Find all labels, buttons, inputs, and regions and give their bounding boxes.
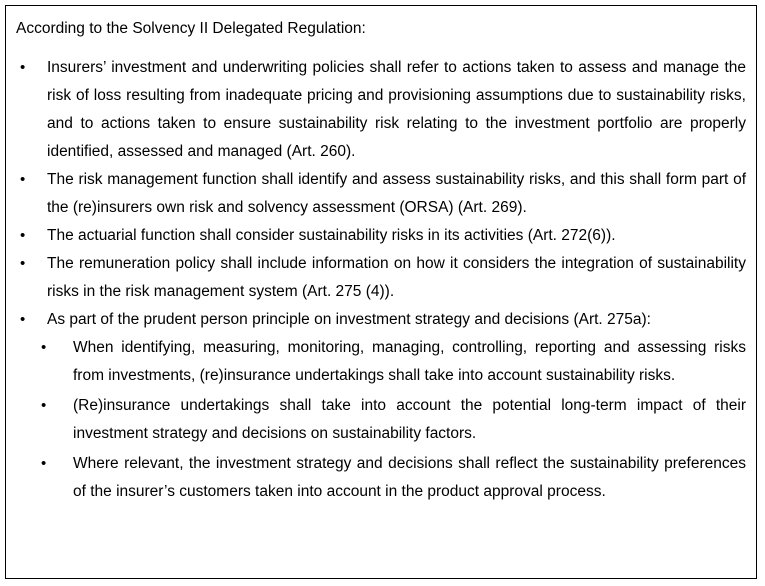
list-item (16, 166, 746, 222)
intro-text: According to the Solvency II Delegated Regulation: (16, 20, 366, 37)
bullet-icon: • (20, 59, 26, 76)
sub-list-item (41, 334, 746, 390)
list-item (16, 222, 746, 250)
sub-bullet-list (41, 334, 746, 506)
list-item (16, 54, 746, 166)
list-item-text: The actuarial function shall consider sustainability risks in its activities (Art. 272(6)). (47, 227, 616, 244)
bullet-icon: • (41, 397, 47, 414)
bullet-icon: • (20, 311, 26, 328)
list-item-text: The remuneration policy shall include information on how it considers the integration of sustainability risks in the risk management system (Art. 275 (4)). (47, 255, 746, 300)
bullet-list (16, 54, 746, 506)
sub-list-item (41, 392, 746, 448)
list-item-text: Insurers’ investment and underwriting policies shall refer to actions taken to assess and manage the risk of loss resulting from inadequate pricing and provisioning assumptions due to sustainability risks, and to actions taken to ensure sustainability risk relating to the investment portfolio are properly identified, assessed and managed (Art. 260). (47, 59, 746, 160)
bullet-icon: • (20, 255, 26, 272)
sub-list-item-text: Where relevant, the investment strategy and decisions shall reflect the sustainability preferences of the insurer’s customers taken into account in the product approval process. (73, 455, 746, 500)
sub-list-item-text: (Re)insurance undertakings shall take into account the potential long-term impact of their investment strategy and decisions on sustainability factors. (73, 397, 746, 442)
bullet-icon: • (20, 171, 26, 188)
text-box (5, 5, 757, 579)
bullet-icon: • (41, 455, 47, 472)
list-item (16, 306, 746, 506)
sub-list-item (41, 450, 746, 506)
list-item-text: As part of the prudent person principle on investment strategy and decisions (Art. 275a): (47, 311, 651, 328)
bullet-icon: • (41, 339, 47, 356)
sub-list-item-text: When identifying, measuring, monitoring, managing, controlling, reporting and assessing risks from investments, (re)insurance undertakings shall take into account sustainability risks. (73, 339, 746, 384)
list-item (16, 250, 746, 306)
list-item-text: The risk management function shall identify and assess sustainability risks, and this shall form part of the (re)insurers own risk and solvency assessment (ORSA) (Art. 269). (47, 171, 746, 216)
bullet-icon: • (20, 227, 26, 244)
